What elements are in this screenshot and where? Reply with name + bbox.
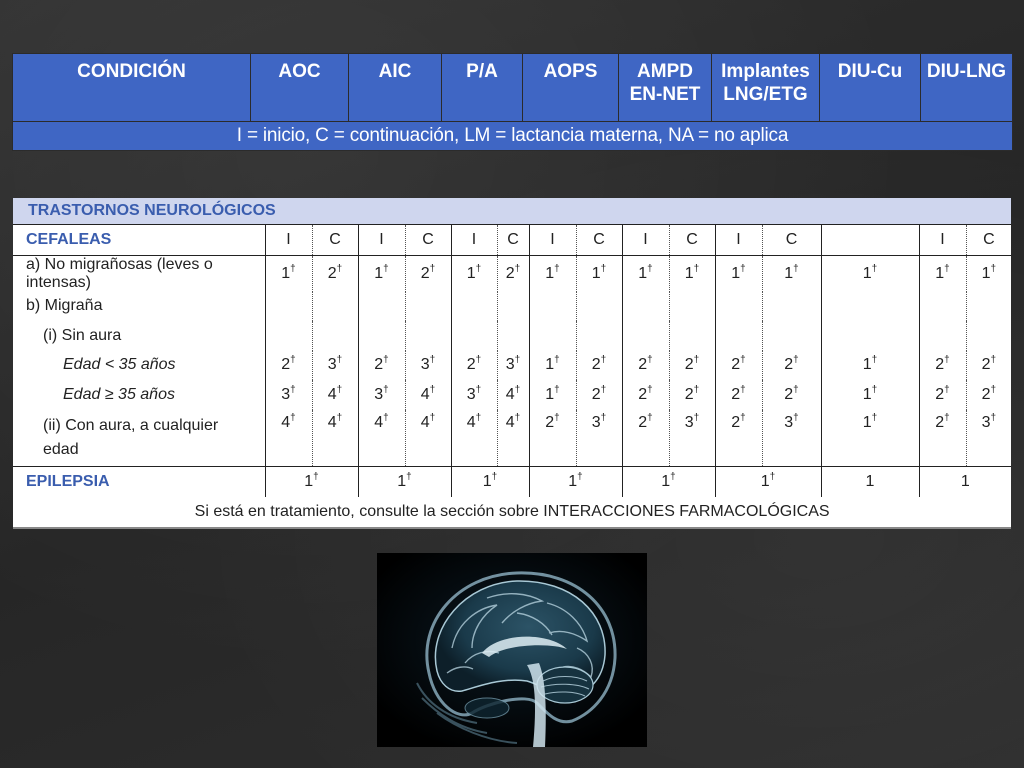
category-cell [669,351,715,381]
category-cell [966,380,1011,410]
category-cell [919,351,966,381]
dagger-mark: † [514,263,521,275]
category-value: 1 [466,264,476,282]
dagger-mark: † [475,354,482,366]
category-value: 2 [684,356,694,374]
dagger-mark: † [740,354,746,366]
dagger-mark: † [336,384,343,396]
table-row [13,380,1011,410]
epilepsia-cell [451,466,529,497]
dagger-mark: † [336,354,343,366]
epilepsia-row [13,466,1011,497]
dagger-mark: † [793,384,799,396]
dagger-mark: † [514,354,521,366]
category-cell [715,351,762,381]
category-cell [762,410,821,467]
category-cell [576,321,622,351]
epilepsia-cell [821,466,919,497]
category-value: 2 [935,413,945,431]
category-cell [358,292,405,322]
cefaleas-header-row [13,225,1011,256]
dagger-mark: † [514,384,521,396]
subheader-cell: I [265,225,312,256]
category-cell [966,321,1011,351]
category-cell [451,410,497,467]
category-cell [358,321,405,351]
dagger-mark: † [475,263,482,275]
category-cell [715,255,762,292]
category-value: 2 [731,413,741,431]
dagger-mark: † [336,412,343,424]
subheader-cell: I [358,225,405,256]
subheader-cell: I [529,225,576,256]
category-cell [762,351,821,381]
category-cell [669,321,715,351]
category-value: 1 [545,356,555,374]
dagger-mark: † [429,263,436,275]
epilepsia-cell [715,466,821,497]
epilepsia-cell [265,466,358,497]
category-value: 1 [545,385,555,403]
category-value: 2 [784,385,794,403]
footnote-text: Si está en tratamiento, consulte la sección sobre INTERACCIONES FARMACOLÓGICAS [13,497,1011,528]
dagger-mark: † [693,384,700,396]
category-value: 3 [505,356,515,374]
category-value: 1 [731,264,741,282]
dagger-mark: † [290,412,296,424]
category-cell [451,351,497,381]
category-cell [622,351,669,381]
category-cell [451,321,497,351]
dagger-mark: † [693,412,700,424]
subheader-cell: I [451,225,497,256]
table-row [13,321,1011,351]
dagger-mark: † [740,384,746,396]
row-label: Edad < 35 años [13,351,265,381]
dagger-mark: † [600,412,607,424]
category-cell [312,410,358,467]
category-cell [669,255,715,292]
category-value: 1 [862,356,872,374]
category-cell [529,351,576,381]
category-value: 2 [731,356,741,374]
subheader-cell: I [715,225,762,256]
subheader-cell: C [669,225,715,256]
dagger-mark: † [406,471,412,483]
category-cell [669,292,715,322]
cefaleas-label: CEFALEAS [13,225,265,256]
category-cell [919,255,966,292]
dagger-mark: † [383,384,389,396]
dagger-mark: † [647,412,653,424]
category-cell [576,255,622,292]
dagger-mark: † [383,354,389,366]
category-cell [821,351,919,381]
dagger-mark: † [475,384,482,396]
category-cell [312,321,358,351]
category-value: 1 [760,472,770,490]
column-header: Implantes LNG/ETG [712,54,820,122]
category-cell [919,410,966,467]
category-value: 2 [935,356,945,374]
category-cell [358,410,405,467]
category-value: 1 [684,264,694,282]
category-value: 3 [591,413,601,431]
category-cell [265,410,312,467]
dagger-mark: † [475,412,482,424]
category-value: 1 [784,264,794,282]
category-value: 2 [784,356,794,374]
column-header: P/A [442,54,523,122]
dagger-mark: † [871,412,878,424]
dagger-mark: † [647,384,653,396]
dagger-mark: † [793,354,799,366]
subheader-cell: C [405,225,451,256]
category-cell [821,255,919,292]
category-cell [966,410,1011,467]
section-title: TRASTORNOS NEUROLÓGICOS [13,198,1011,225]
category-value: 4 [466,413,476,431]
category-value: 4 [420,385,430,403]
category-value: 2 [591,385,601,403]
category-cell [312,380,358,410]
dagger-mark: † [990,354,997,366]
epilepsia-cell [529,466,622,497]
category-value: 1 [638,264,648,282]
row-label: (ii) Con aura, a cualquier edad [13,410,265,467]
table-row [13,410,1011,467]
dagger-mark: † [554,412,560,424]
category-cell [265,380,312,410]
category-cell [821,410,919,467]
category-cell [576,351,622,381]
epilepsia-cell [358,466,451,497]
category-cell [405,321,451,351]
category-cell [919,292,966,322]
category-cell [669,410,715,467]
dagger-mark: † [944,384,950,396]
footnote-row [13,497,1011,528]
category-value: 1 [281,264,291,282]
category-value: 1 [935,264,945,282]
subheader-cell: C [966,225,1011,256]
dagger-mark: † [944,412,950,424]
category-value: 3 [420,356,430,374]
category-value: 1 [865,472,875,490]
dagger-mark: † [990,384,997,396]
category-value: 3 [281,385,291,403]
category-cell [576,292,622,322]
category-value: 1 [862,264,872,282]
subheader-cell: C [576,225,622,256]
category-value: 2 [638,413,648,431]
dagger-mark: † [944,263,950,275]
row-label: Edad ≥ 35 años [13,380,265,410]
category-value: 4 [505,385,515,403]
category-value: 2 [684,385,694,403]
dagger-mark: † [740,412,746,424]
category-value: 2 [638,385,648,403]
dagger-mark: † [383,263,389,275]
dagger-mark: † [429,354,436,366]
category-value: 1 [661,472,671,490]
category-value: 2 [374,356,384,374]
epilepsia-label: EPILEPSIA [13,466,265,497]
row-label: b) Migraña [13,292,265,322]
category-value: 2 [935,385,945,403]
neurological-disorders-table [13,198,1011,529]
category-cell [451,255,497,292]
epilepsia-cell [622,466,715,497]
column-header: DIU-LNG [921,54,1013,122]
column-header: DIU-Cu [820,54,921,122]
epilepsia-cell [919,466,1011,497]
category-cell [405,410,451,467]
table-row [13,351,1011,381]
category-value: 3 [466,385,476,403]
category-cell [451,380,497,410]
dagger-mark: † [600,263,607,275]
category-cell [497,321,529,351]
brain-mri-image [377,553,647,747]
category-cell [622,410,669,467]
dagger-mark: † [600,354,607,366]
category-value: 2 [466,356,476,374]
category-value: 1 [397,472,407,490]
category-cell [529,321,576,351]
category-cell [669,380,715,410]
category-value: 4 [281,413,291,431]
dagger-mark: † [990,412,997,424]
category-value: 4 [327,385,337,403]
category-cell [529,292,576,322]
header-table [12,53,1013,151]
category-cell [762,292,821,322]
category-cell [312,351,358,381]
subheader-cell: C [497,225,529,256]
category-cell [821,321,919,351]
dagger-mark: † [647,263,653,275]
category-cell [919,321,966,351]
category-cell [497,410,529,467]
dagger-mark: † [290,384,296,396]
category-cell [358,351,405,381]
subheader-cell: C [312,225,358,256]
category-cell [497,380,529,410]
dagger-mark: † [491,471,498,483]
column-header: AOPS [523,54,619,122]
legend-text: I = inicio, C = continuación, LM = lactancia materna, NA = no aplica [13,122,1013,151]
dagger-mark: † [647,354,653,366]
category-cell [265,255,312,292]
category-value: 3 [684,413,694,431]
category-cell [966,255,1011,292]
dagger-mark: † [577,471,583,483]
category-cell [622,380,669,410]
category-cell [265,351,312,381]
dagger-mark: † [769,471,776,483]
category-cell [715,410,762,467]
dagger-mark: † [429,384,436,396]
dagger-mark: † [336,263,343,275]
category-cell [405,351,451,381]
dagger-mark: † [514,412,521,424]
row-label: (i) Sin aura [13,321,265,351]
dagger-mark: † [313,471,319,483]
subheader-cell: C [762,225,821,256]
category-cell [529,380,576,410]
category-value: 2 [327,264,337,282]
category-value: 3 [784,413,794,431]
category-value: 2 [638,356,648,374]
dagger-mark: † [554,384,560,396]
category-value: 2 [505,264,515,282]
category-value: 1 [981,264,991,282]
dagger-mark: † [693,354,700,366]
category-cell [919,380,966,410]
category-cell [715,321,762,351]
category-value: 1 [862,413,872,431]
category-cell [762,321,821,351]
category-value: 4 [374,413,384,431]
category-cell [312,255,358,292]
category-cell [529,255,576,292]
category-value: 4 [505,413,515,431]
dagger-mark: † [871,354,878,366]
category-value: 1 [545,264,555,282]
category-cell [622,255,669,292]
category-cell [405,380,451,410]
category-value: 1 [374,264,384,282]
category-cell [312,292,358,322]
category-cell [622,321,669,351]
dagger-mark: † [290,263,296,275]
category-cell [821,292,919,322]
category-cell [529,410,576,467]
category-cell [451,292,497,322]
dagger-mark: † [554,354,560,366]
category-cell [265,292,312,322]
dagger-mark: † [290,354,296,366]
category-value: 1 [304,472,314,490]
category-value: 3 [327,356,337,374]
category-value: 4 [327,413,337,431]
dagger-mark: † [383,412,389,424]
category-value: 1 [862,385,872,403]
category-value: 1 [960,472,970,490]
category-cell [405,255,451,292]
category-value: 3 [981,413,991,431]
dagger-mark: † [871,263,878,275]
category-value: 2 [281,356,291,374]
category-cell [966,292,1011,322]
category-cell [576,410,622,467]
column-header: AIC [349,54,442,122]
category-value: 2 [545,413,555,431]
category-cell [497,292,529,322]
category-cell [265,321,312,351]
category-value: 1 [482,472,492,490]
category-cell [966,351,1011,381]
dagger-mark: † [600,384,607,396]
category-cell [821,380,919,410]
dagger-mark: † [944,354,950,366]
section-title-row [13,198,1011,225]
category-cell [576,380,622,410]
category-value: 2 [591,356,601,374]
category-cell [715,292,762,322]
dagger-mark: † [990,263,997,275]
category-value: 4 [420,413,430,431]
category-cell [762,255,821,292]
category-value: 1 [568,472,578,490]
category-value: 2 [420,264,430,282]
dagger-mark: † [871,384,878,396]
column-header: CONDICIÓN [13,54,251,122]
subheader-cell: I [919,225,966,256]
category-cell [762,380,821,410]
dagger-mark: † [793,412,799,424]
category-value: 2 [981,356,991,374]
category-value: 2 [731,385,741,403]
dagger-mark: † [554,263,560,275]
dagger-mark: † [429,412,436,424]
dagger-mark: † [670,471,676,483]
category-cell [358,255,405,292]
subheader-cell [821,225,919,256]
table-row [13,292,1011,322]
dagger-mark: † [740,263,746,275]
table-row [13,255,1011,292]
category-cell [497,255,529,292]
category-value: 1 [591,264,601,282]
category-value: 3 [374,385,384,403]
category-value: 2 [981,385,991,403]
column-header: AMPD EN-NET [619,54,712,122]
column-header: AOC [251,54,349,122]
category-cell [405,292,451,322]
subheader-cell: I [622,225,669,256]
row-label: a) No migrañosas (leves o intensas) [13,255,265,292]
dagger-mark: † [793,263,799,275]
category-cell [358,380,405,410]
category-cell [622,292,669,322]
header-row [13,54,1013,122]
dagger-mark: † [693,263,700,275]
category-cell [497,351,529,381]
category-cell [715,380,762,410]
